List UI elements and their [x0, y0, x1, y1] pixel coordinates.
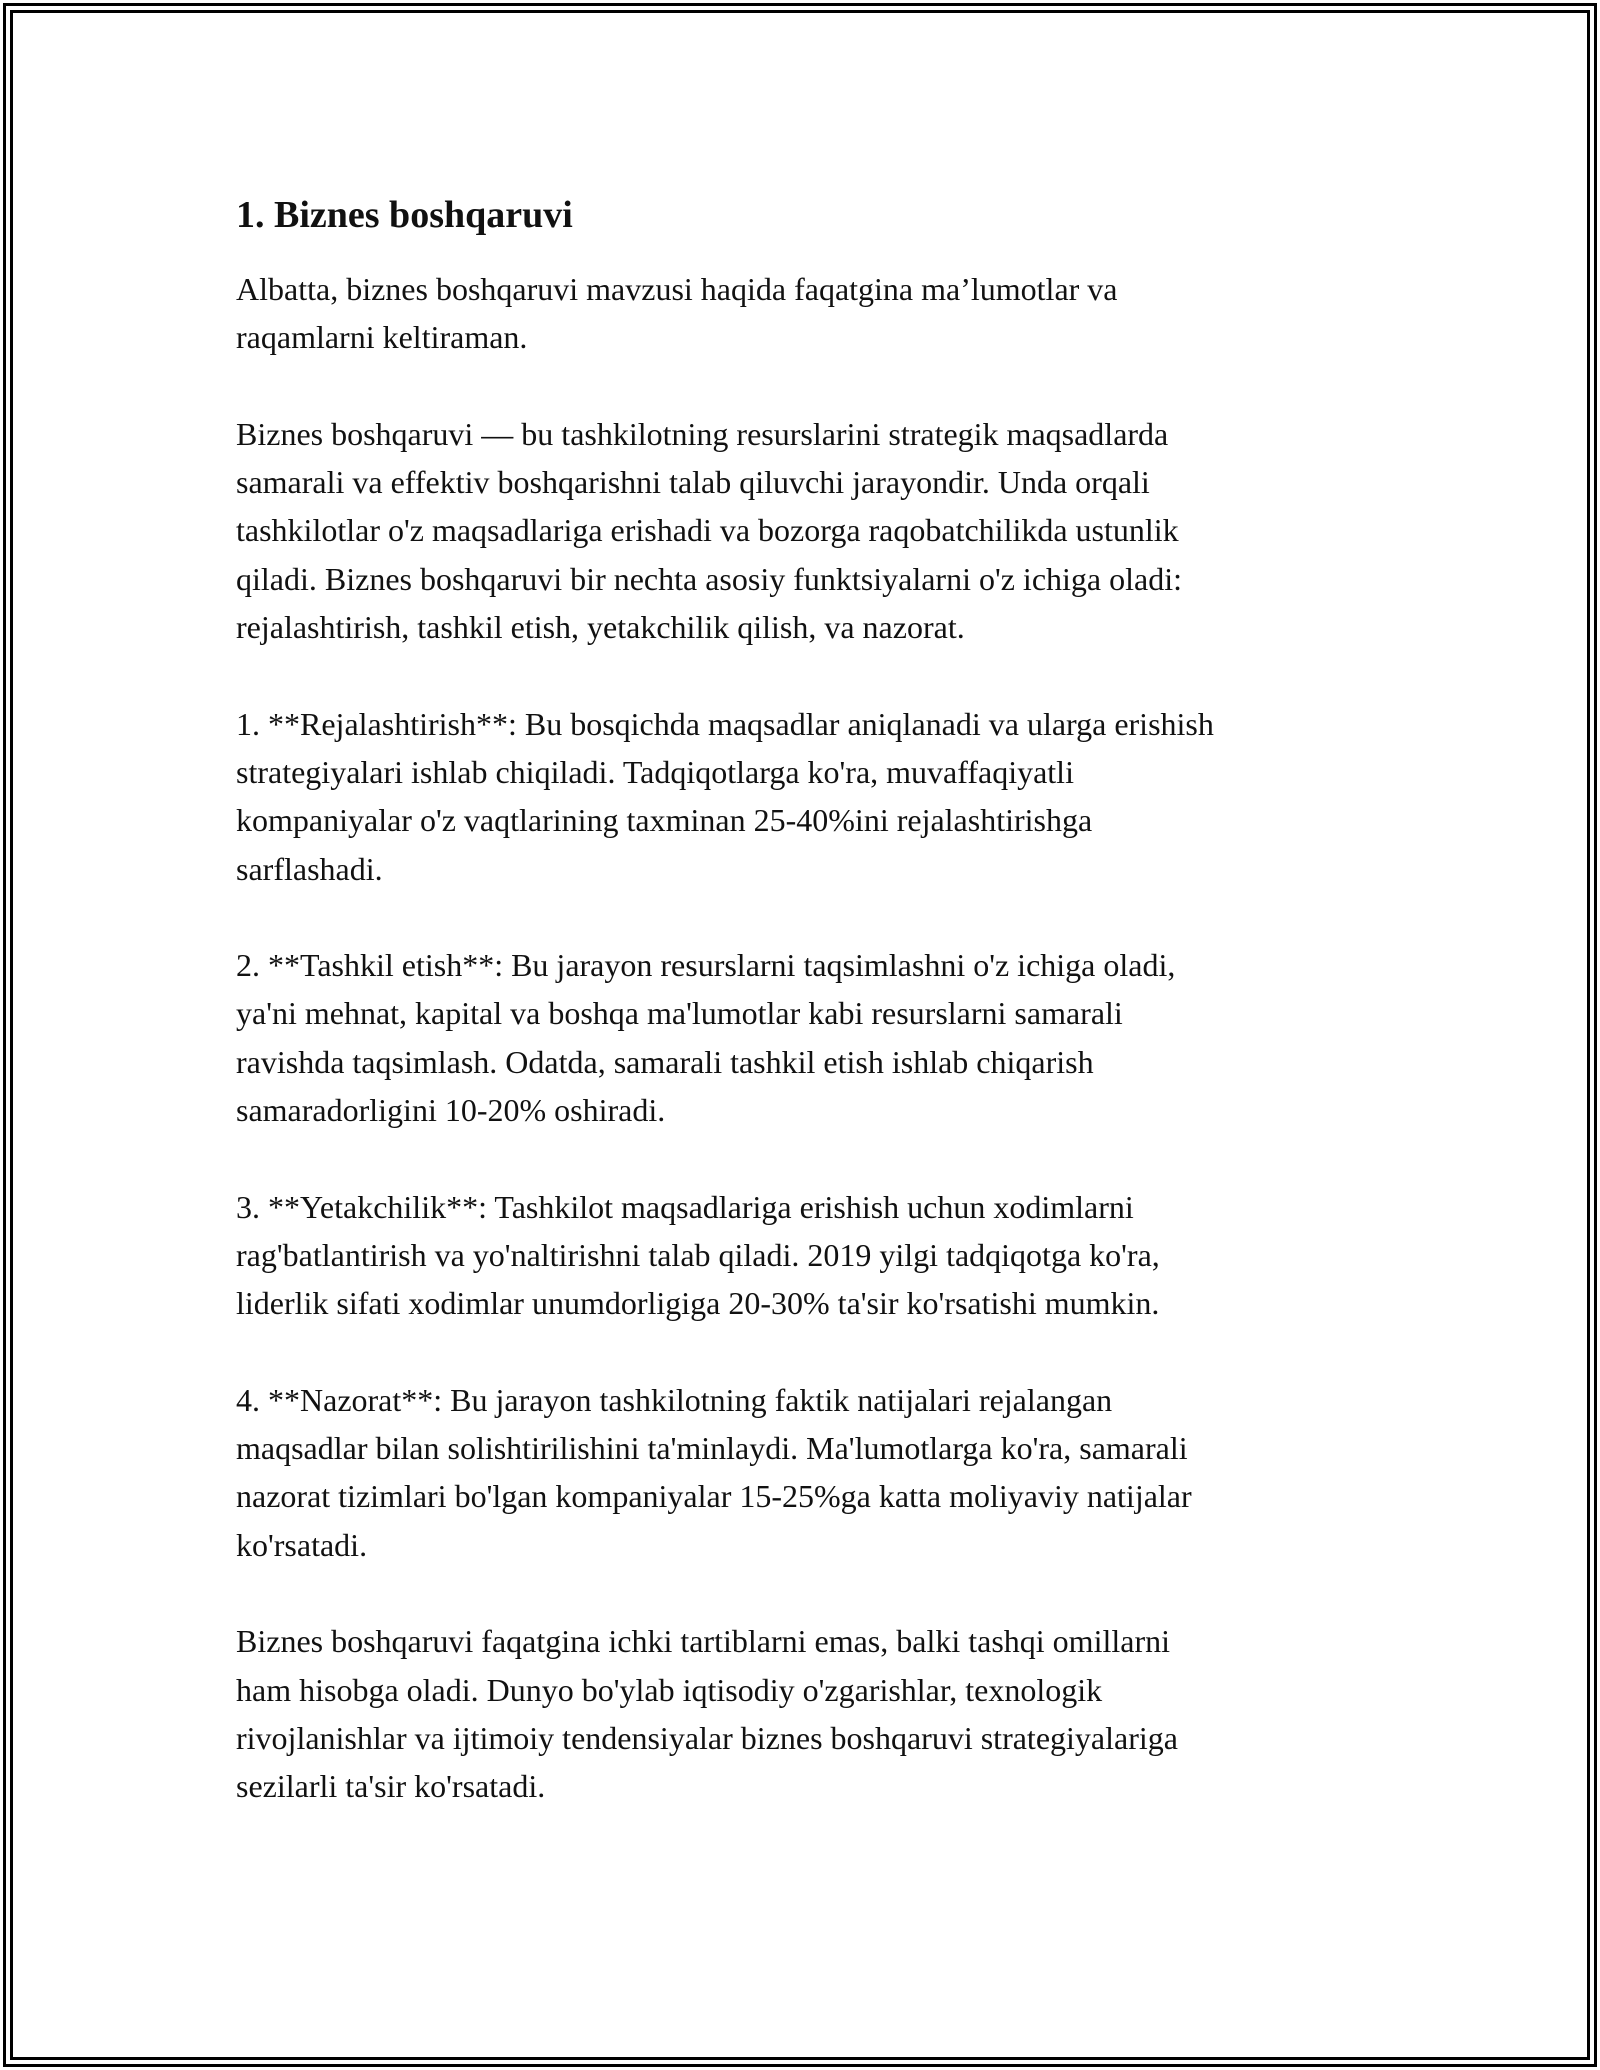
list-item-leadership: 3. **Yetakchilik**: Tashkilot maqsadlariga erishish uchun xodimlarni rag'batlantirish va yo'naltirishni talab qiladi. 2019 yilgi tadqiqotga ko'ra, liderlik sifati xodimlar unumdorligiga 20-30% ta'sir ko'rsatishi mumkin.	[236, 1188, 1160, 1322]
page-title: 1. Biznes boshqaruvi	[236, 194, 573, 236]
document-body	[236, 180, 1396, 1811]
list-item-control: 4. **Nazorat**: Bu jarayon tashkilotning faktik natijalari rejalangan maqsadlar bilan solishtirilishini ta'minlaydi. Ma'lumotlarga ko'ra, samarali nazorat tizimlari bo'lgan kompaniyalar 15-25%ga katta moliyaviy natijalar ko'rsatadi.	[236, 1381, 1192, 1563]
definition-paragraph: Biznes boshqaruvi — bu tashkilotning resurslarini strategik maqsadlarda samarali va effektiv boshqarishni talab qiluvchi jarayondir. Unda orqali tashkilotlar o'z maqsadlariga erishadi va bozorga raqobatchilikda ustunlik qiladi. Biznes boshqaruvi bir nechta asosiy funktsiyalarni o'z ichiga oladi: rejalashtirish, tashkil etish, yetakchilik qilish, va nazorat.	[236, 415, 1182, 646]
list-item-organizing: 2. **Tashkil etish**: Bu jarayon resurslarni taqsimlashni o'z ichiga oladi, ya'ni mehnat, kapital va boshqa ma'lumotlar kabi resurslarni samarali ravishda taqsimlash. Odatda, samarali tashkil etish ishlab chiqarish samaradorligini 10-20% oshiradi.	[236, 947, 1176, 1129]
conclusion-paragraph: Biznes boshqaruvi faqatgina ichki tartiblarni emas, balki tashqi omillarni ham hisobga oladi. Dunyo bo'ylab iqtisodiy o'zgarishlar, texnologik rivojlanishlar va ijtimoiy tendensiyalar biznes boshqaruvi strategiyalariga sezilarli ta'sir ko'rsatadi.	[236, 1623, 1178, 1805]
intro-paragraph: Albatta, biznes boshqaruvi mavzusi haqida faqatgina ma’lumotlar va raqamlarni keltiraman.	[236, 271, 1118, 356]
list-item-planning: 1. **Rejalashtirish**: Bu bosqichda maqsadlar aniqlanadi va ularga erishish strategiyalari ishlab chiqiladi. Tadqiqotlarga ko'ra, muvaffaqiyatli kompaniyalar o'z vaqtlarining taxminan 25-40%ini rejalashtirishga sarflashadi.	[236, 705, 1214, 887]
